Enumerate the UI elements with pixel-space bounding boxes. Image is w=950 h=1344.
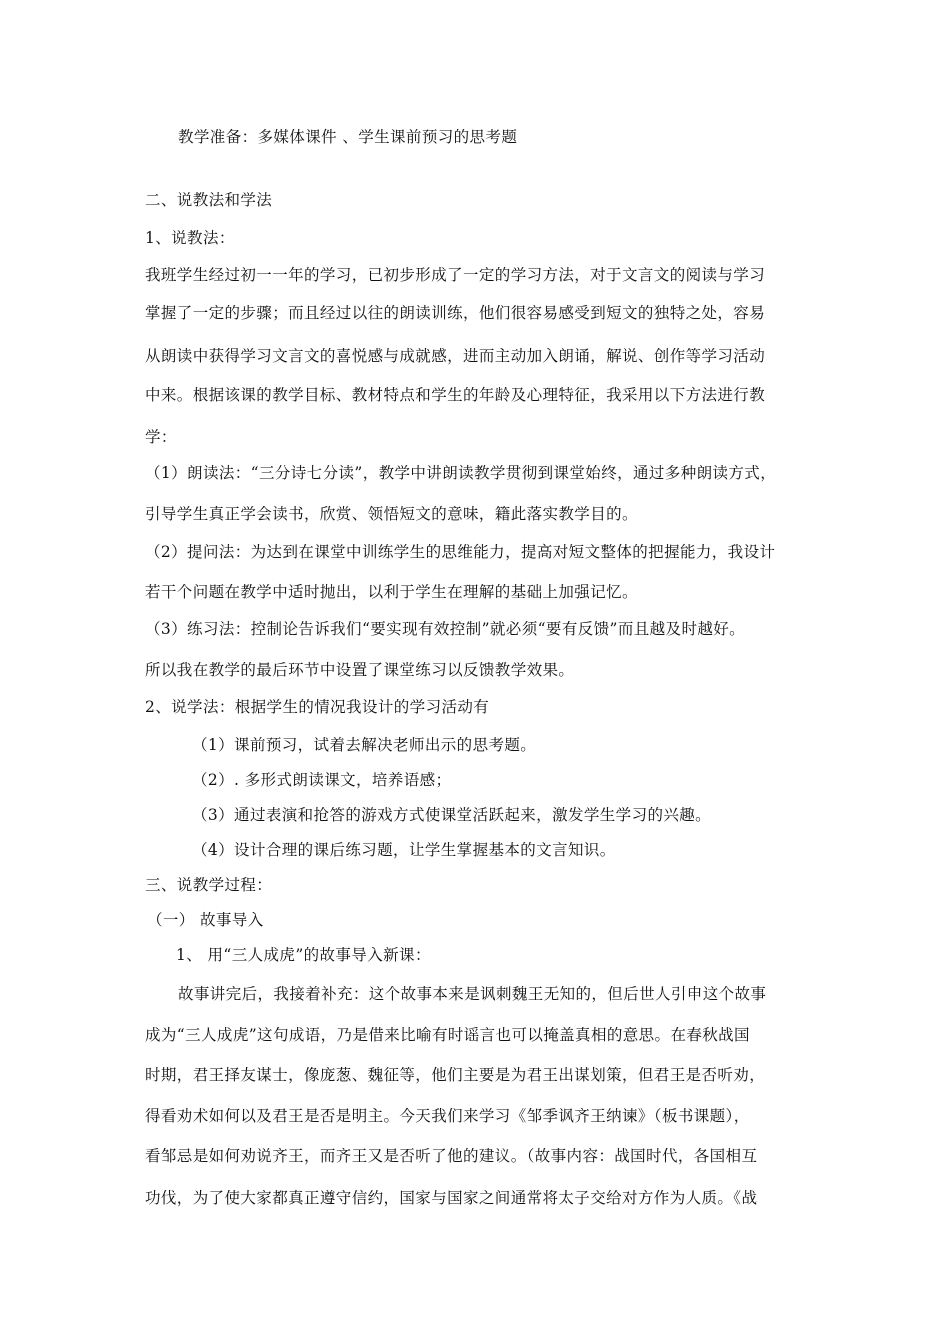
method-item-1: （1）朗读法：“三分诗七分读”，教学中讲朗读教学贯彻到课堂始终，通过多种朗读方式， bbox=[145, 464, 777, 482]
subheading-teaching-method: 1、说教法： bbox=[145, 229, 235, 247]
paragraph-line: 引导学生真正学会读书，欣赏、领悟短文的意味，籍此落实教学目的。 bbox=[145, 505, 638, 523]
subheading-learning-method: 2、说学法：根据学生的情况我设计的学习活动有 bbox=[145, 698, 490, 716]
teaching-preparation-line: 教学准备：多媒体课件 、学生课前预习的思考题 bbox=[178, 128, 518, 146]
learning-activity-2: （2）. 多形式朗读课文，培养语感； bbox=[192, 771, 452, 789]
paragraph-line: 得看劝术如何以及君王是否是明主。今天我们来学习《邹季讽齐王纳谏》（板书课题）， bbox=[145, 1107, 750, 1125]
paragraph-line: 中来。根据该课的教学目标、教材特点和学生的年龄及心理特征，我采用以下方法进行教 bbox=[145, 386, 766, 404]
paragraph-line: 所以我在教学的最后环节中设置了课堂练习以反馈教学效果。 bbox=[145, 661, 575, 679]
step-1: 1、 用“三人成虎”的故事导入新课： bbox=[176, 946, 431, 964]
learning-activity-1: （1）课前预习，试着去解决老师出示的思考题。 bbox=[192, 736, 537, 754]
paragraph-line: 我班学生经过初一一年的学习，已初步形成了一定的学习方法，对于文言文的阅读与学习 bbox=[145, 266, 766, 284]
method-item-2: （2）提问法：为达到在课堂中训练学生的思维能力，提高对短文整体的把握能力，我设计 bbox=[145, 543, 776, 561]
paragraph-line: 看邹忌是如何劝说齐王，而齐王又是否听了他的建议。（故事内容：战国时代，各国相互 bbox=[145, 1147, 758, 1165]
paragraph-line: 成为“三人成虎”这句成语，乃是借来比喻有时谣言也可以掩盖真相的意思。在春秋战国 bbox=[145, 1026, 750, 1044]
paragraph-line: 时期，君王择友谋士，像庞葱、魏征等，他们主要是为君王出谋划策，但君王是否听劝， bbox=[145, 1066, 766, 1084]
subsection-story-intro: （一） 故事导入 bbox=[147, 911, 264, 929]
paragraph-line: 掌握了一定的步骤；而且经过以往的朗读训练，他们很容易感受到短文的独特之处，容易 bbox=[145, 304, 766, 322]
paragraph-line: 若干个问题在教学中适时抛出，以利于学生在理解的基础上加强记忆。 bbox=[145, 583, 638, 601]
section-heading-3: 三、说教学过程： bbox=[145, 876, 273, 894]
learning-activity-4: （4）设计合理的课后练习题，让学生掌握基本的文言知识。 bbox=[192, 841, 616, 859]
paragraph-line: 功伐，为了使大家都真正遵守信约，国家与国家之间通常将太子交给对方作为人质。《战 bbox=[145, 1189, 758, 1207]
paragraph-line: 学： bbox=[145, 428, 177, 446]
paragraph-line: 从朗读中获得学习文言文的喜悦感与成就感，进而主动加入朗诵，解说、创作等学习活动 bbox=[145, 347, 766, 365]
method-item-3: （3）练习法：控制论告诉我们“要实现有效控制”就必须“要有反馈”而且越及时越好。 bbox=[145, 620, 746, 638]
learning-activity-3: （3）通过表演和抢答的游戏方式使课堂活跃起来，激发学生学习的兴趣。 bbox=[192, 806, 712, 824]
paragraph-line: 故事讲完后，我接着补充：这个故事本来是讽刺魏王无知的，但后世人引申这个故事 bbox=[178, 985, 767, 1003]
section-heading-2: 二、说教法和学法 bbox=[145, 191, 273, 209]
